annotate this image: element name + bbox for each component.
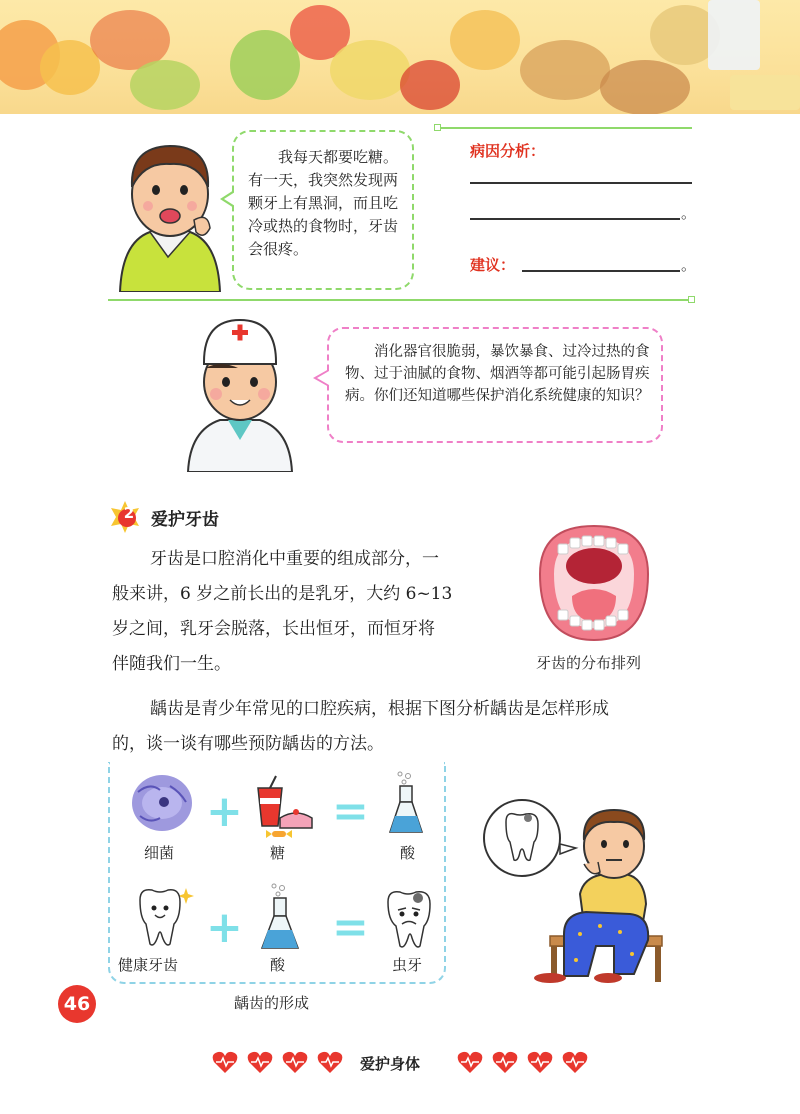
heart-icon: [247, 1050, 273, 1074]
header-banner: [0, 0, 800, 114]
acid-flask-icon-1: [386, 770, 426, 836]
analysis-line-2[interactable]: [470, 218, 680, 220]
healthy-tooth-icon: [130, 884, 194, 950]
teeth-paragraph-line-3: 岁之间，乳牙会脱落，长出恒牙，而恒牙将: [112, 619, 435, 639]
divider-bottom: [108, 299, 692, 301]
label-decayed-tooth: 虫牙: [392, 956, 423, 974]
equals-sign-1: =: [332, 786, 369, 837]
heart-icon: [212, 1050, 238, 1074]
teeth-paragraph-line-1: 牙齿是口腔消化中重要的组成部分，一: [150, 549, 439, 569]
page-number: 46: [58, 985, 96, 1023]
diagram-caption: 龋齿的形成: [234, 994, 310, 1012]
heart-icon: [492, 1050, 518, 1074]
label-acid-1: 酸: [400, 844, 416, 862]
heart-icon: [562, 1050, 588, 1074]
suggestion-line[interactable]: [522, 270, 680, 272]
doctor-speech-text: 消化器官很脆弱，暴饮暴食、过冷过热的食物、过于油腻的食物、烟酒等都可能引起肠胃疾病。你们还知道哪些保护消化系统健康的知识？: [345, 344, 650, 404]
mouth-teeth-illustration: [532, 518, 656, 648]
label-healthy-tooth: 健康牙齿: [118, 956, 179, 974]
boy-with-decayed-tooth-illustration: [480, 794, 670, 984]
doctor-speech-bubble: [327, 327, 663, 443]
boy-speech-text: 我每天都要吃糖。有一天，我突然发现两颗牙上有黑洞，而且吃冷或热的食物时，牙齿会很疼。: [248, 148, 399, 258]
heart-icon: [282, 1050, 308, 1074]
heart-icon: [317, 1050, 343, 1074]
heart-icon: [457, 1050, 483, 1074]
analysis-label: 病因分析：: [470, 142, 546, 160]
mouth-caption: 牙齿的分布排列: [536, 654, 642, 672]
teeth-paragraph-line-2: 般来讲，6 岁之前长出的是乳牙，大约 6~13: [112, 584, 453, 604]
label-acid-2: 酸: [270, 956, 286, 974]
equals-sign-2: =: [332, 902, 369, 953]
suggestion-period: 。: [681, 256, 697, 274]
plus-sign-2: +: [206, 902, 243, 953]
acid-flask-icon-2: [258, 882, 302, 952]
label-sugar: 糖: [270, 844, 286, 862]
boy-toothache-illustration: [110, 132, 228, 292]
bacteria-icon: [130, 772, 194, 834]
analysis-line-1[interactable]: [470, 182, 692, 184]
divider-top-marker: [434, 124, 441, 131]
heart-icon: [527, 1050, 553, 1074]
divider-top: [438, 127, 692, 129]
caries-paragraph-line-1: 龋齿是青少年常见的口腔疾病，根据下图分析龋齿是怎样形成: [150, 699, 609, 719]
suggestion-label: 建议：: [470, 256, 516, 274]
caries-paragraph-line-2: 的，谈一谈有哪些预防龋齿的方法。: [112, 734, 384, 754]
teeth-paragraph-line-4: 伴随我们一生。: [112, 654, 231, 674]
drink-and-cake-icon: [252, 774, 316, 838]
doctor-illustration: [180, 312, 300, 472]
footer-title: 爱护身体: [360, 1055, 421, 1073]
section-number: 2: [123, 504, 135, 522]
decayed-tooth-icon: [384, 888, 434, 952]
divider-bottom-marker: [688, 296, 695, 303]
boy-speech-bubble: [232, 130, 414, 290]
section-title: 爱护牙齿: [151, 510, 219, 530]
plus-sign-1: +: [206, 786, 243, 837]
analysis-period: 。: [681, 204, 697, 222]
label-bacteria: 细菌: [144, 844, 175, 862]
